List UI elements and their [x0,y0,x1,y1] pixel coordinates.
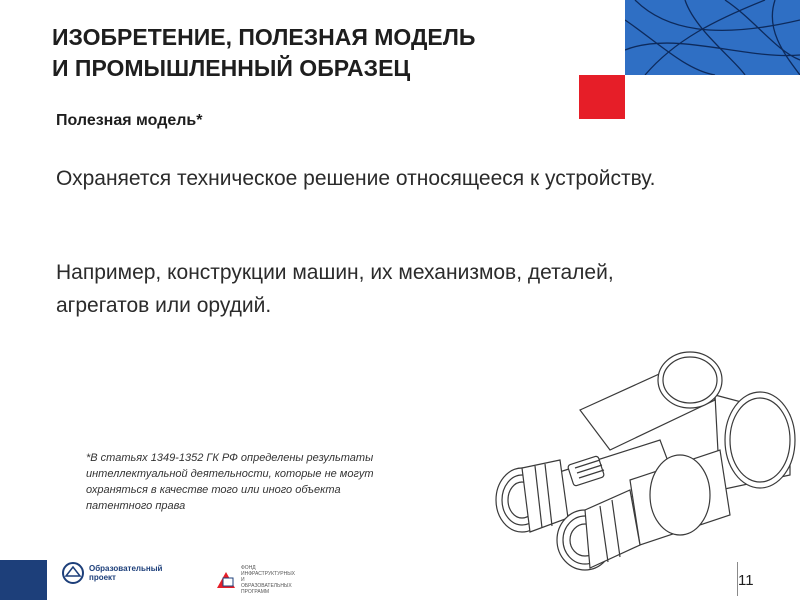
footer-logo-fund [215,565,295,595]
slide-subtitle: Полезная модель* [56,112,203,129]
paragraph-definition: Охраняется техническое решение относящееся к устройству. [56,167,656,190]
paragraph-example: Например, конструкции машин, их механизмов, деталей, агрегатов или орудий. [56,261,614,317]
slide-title [52,22,475,84]
footer-logo-educational-project [62,562,179,584]
page-number: 11 [738,572,754,589]
logo2-text: ФОНД ИНФРАСТРУКТУРНЫХ И ОБРАЗОВАТЕЛЬНЫХ ПРОГРАММ [241,565,295,595]
corner-decoration-red [579,75,625,119]
slide-title-line-2: И ПРОМЫШЛЕННЫЙ ОБРАЗЕЦ [52,55,411,81]
corner-decoration-blue [625,0,800,75]
logo1-text: Образовательный проект [89,564,163,582]
binoculars-illustration [490,340,800,575]
slide-title-line-1: ИЗОБРЕТЕНИЕ, ПОЛЕЗНАЯ МОДЕЛЬ [52,24,476,50]
fund-logo-icon [215,570,237,590]
footer-accent-block [0,560,47,600]
footnote: *В статьях 1349-1352 ГК РФ определены результаты интеллектуальной деятельности, которые не могут охраняться в качестве того или иного объекта патентного права [86,452,374,512]
globe-logo-icon [62,562,84,584]
corner-curves-graphic [625,0,800,75]
